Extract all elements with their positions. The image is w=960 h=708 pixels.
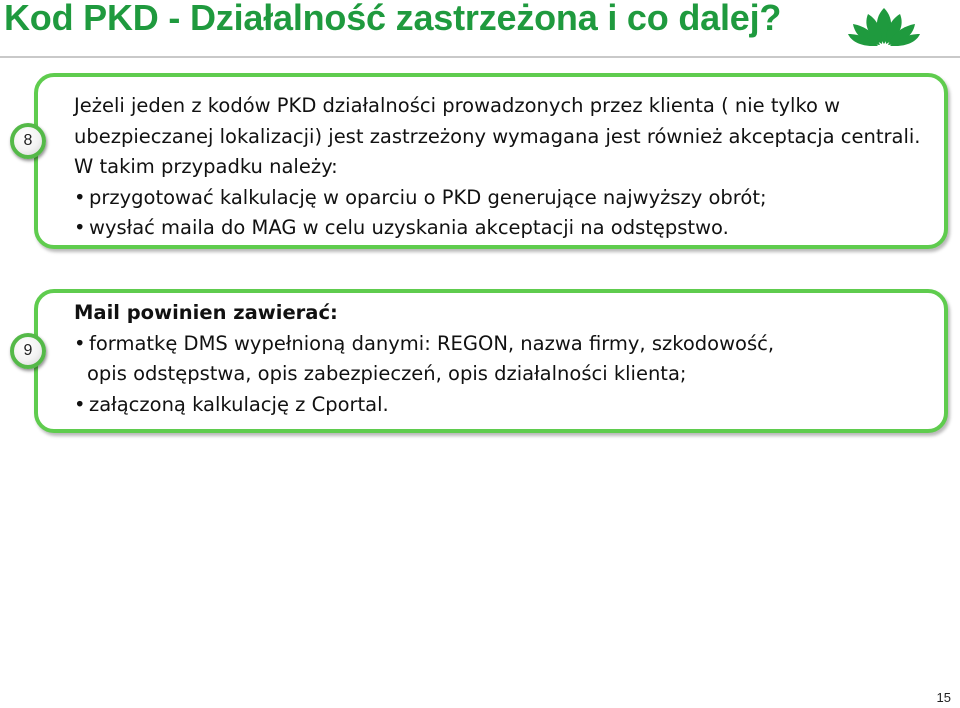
step-8-paragraph: Jeżeli jeden z kodów PKD działalności prowadzonych przez klienta ( nie tylko w ubezpieczanej lokalizacji) jest zastrzeżony wymagana jest również akceptacja centrali. W takim przypadku należy:: [74, 94, 921, 178]
slide-title: Kod PKD - Działalność zastrzeżona i co dalej?: [4, 0, 782, 38]
title-divider: [0, 56, 960, 58]
step-9-panel: [34, 289, 948, 433]
step-9-bullet-1: • formatkę DMS wypełnioną danymi: REGON, nazwa firmy, szkodowość,: [74, 329, 934, 360]
step-8-bullet-1: • przygotować kalkulację w oparciu o PKD generujące najwyższy obrót;: [74, 183, 934, 214]
green-fan-logo-icon: [848, 6, 920, 46]
step-9-bullet-1-continued: opis odstępstwa, opis zabezpieczeń, opis działalności klienta;: [87, 362, 687, 385]
page-number: 15: [936, 690, 951, 705]
step-9-text: [74, 298, 934, 420]
step-8-text: [74, 91, 934, 244]
step-8-panel: [34, 73, 948, 249]
step-9-heading: Mail powinien zawierać:: [74, 301, 338, 324]
step-8-badge: 8: [10, 123, 46, 159]
step-9-badge: 9: [10, 333, 46, 369]
step-8-bullet-2: • wysłać maila do MAG w celu uzyskania akceptacji na odstępstwo.: [74, 213, 934, 244]
step-9-bullet-2: • załączoną kalkulację z Cportal.: [74, 390, 934, 421]
